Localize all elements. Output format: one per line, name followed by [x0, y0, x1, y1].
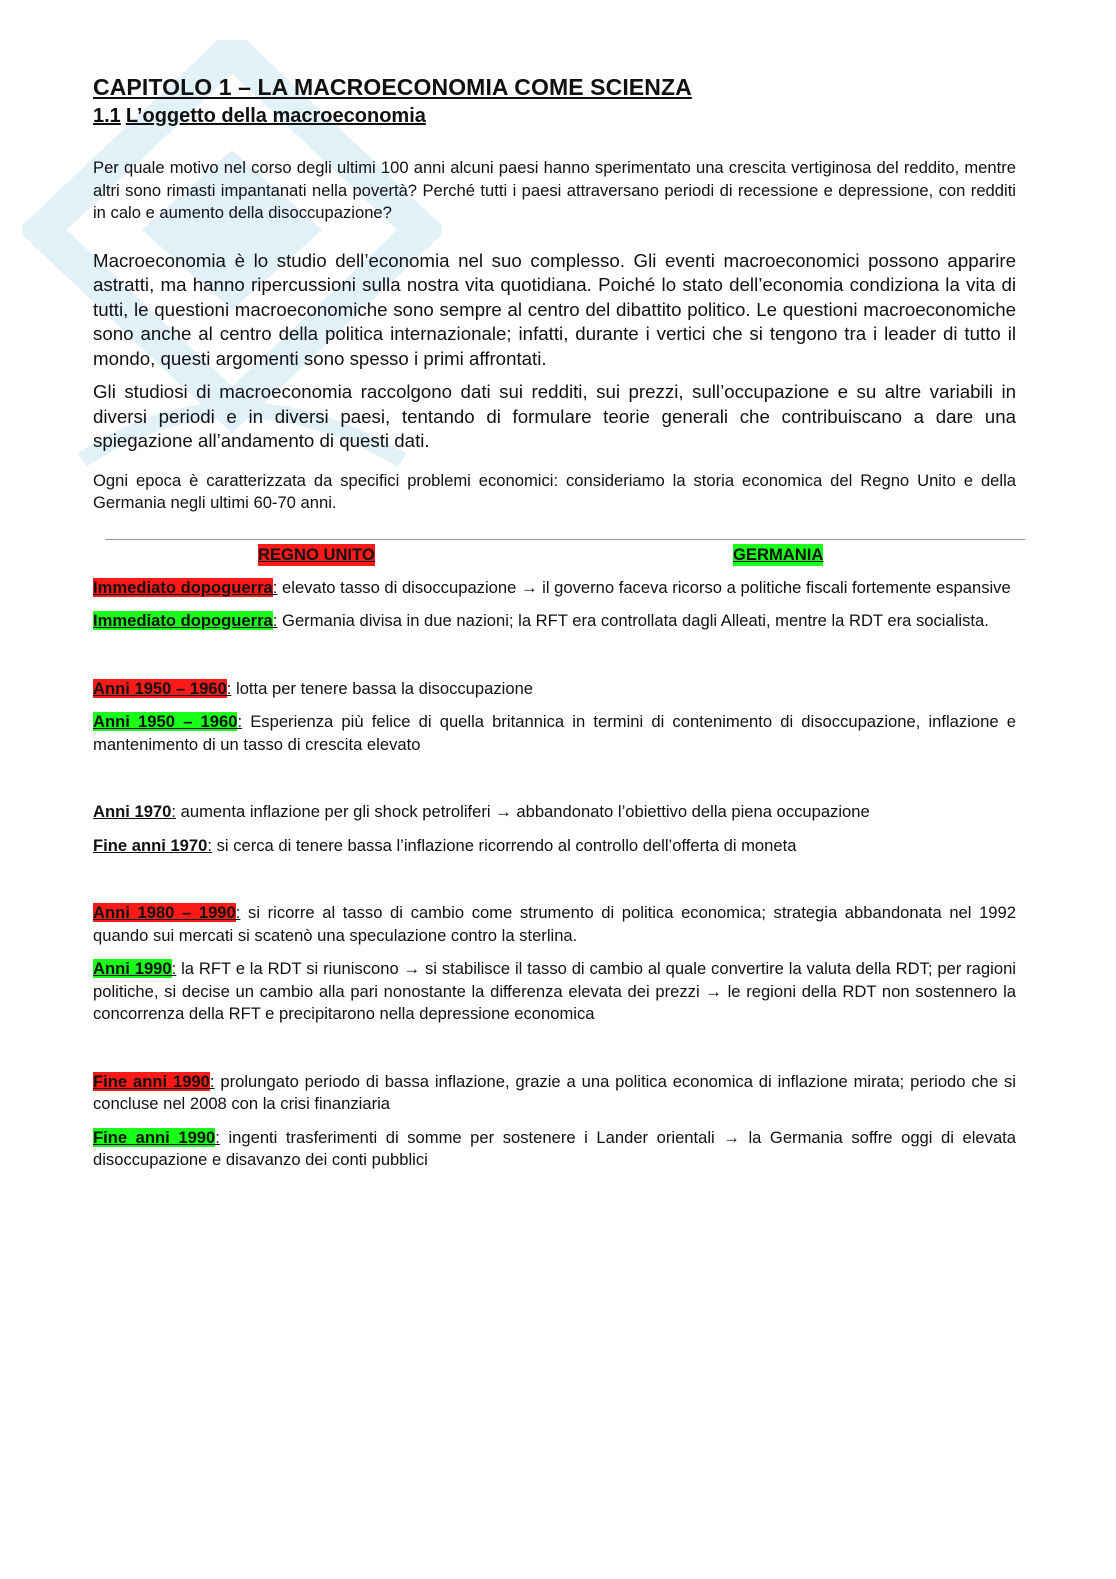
entry-text: elevato tasso di disoccupazione → il governo faceva ricorso a politiche fiscali fortemente espansive [277, 577, 1011, 597]
period-label: Fine anni 1970 [93, 835, 208, 855]
timeline-entry-germany: Fine anni 1990: ingenti trasferimenti di somme per sostenere i Lander orientali → la Germania soffre oggi di elevata disoccupazione e disavanzo dei conti pubblici [93, 1127, 1017, 1169]
period-label: Immediato dopoguerra [93, 611, 273, 630]
period-label: Anni 1970 [93, 802, 172, 821]
entry-text: Germania divisa in due nazioni; la RFT era controllata dagli Alleati, mentre la RDT era socialista. [277, 611, 989, 630]
period-label: Immediato dopoguerra [93, 577, 273, 597]
entry-text: si cerca di tenere bassa l’inflazione ricorrendo al controllo dell’offerta di moneta [211, 835, 797, 855]
timeline-entry-germany: Anni 1990: la RFT e la RDT si riuniscono → si stabilisce il tasso di cambio al quale convertire la valuta della RDT; per ragioni politiche, si decise un cambio alla pari nonostante la differenza elevata dei prezzi → le regioni della RDT non sostennero la concorrenza della RFT e precipitarono nella depressione economica [93, 959, 1016, 1023]
entry-text: Esperienza più felice di quella britannica in termini di contenimento di disoccupazione, inflazione e mantenimento di un tasso di crescita elevato [93, 712, 1016, 754]
section-heading [93, 102, 1016, 130]
timeline-entry-common: Fine anni 1970: si cerca di tenere bassa l’inflazione ricorrendo al controllo dell’offerta di moneta [93, 835, 797, 855]
era-paragraph: Ogni epoca è caratterizzata da specifici problemi economici: consideriamo la storia economica del Regno Unito e della Germania negli ultimi 60-70 anni. [93, 470, 1016, 512]
timeline-entry-germany: Anni 1950 – 1960: Esperienza più felice di quella britannica in termini di contenimento di disoccupazione, inflazione e mantenimento di un tasso di crescita elevato [93, 712, 1016, 754]
entry-text: si ricorre al tasso di cambio come strumento di politica economica; strategia abbandonata nel 1992 quando sui mercati si scatenò una speculazione contro la sterlina. [93, 903, 1016, 945]
section-number: 1.1 [93, 105, 121, 127]
intro-paragraph: Per quale motivo nel corso degli ultimi 100 anni alcuni paesi hanno sperimentato una crescita vertiginosa del reddito, mentre altri sono rimasti impantanati nella povertà? Perché tutti i paesi attraversano periodi di recessione e depressione, con redditi in calo e aumento della disoccupazione? [93, 158, 1016, 222]
period-label: Anni 1980 – 1990 [93, 903, 236, 922]
period-label: Anni 1950 – 1960 [93, 678, 227, 698]
timeline-entry-uk: Anni 1950 – 1960: lotta per tenere bassa la disoccupazione [93, 678, 534, 698]
period-label: Fine anni 1990 [93, 1127, 216, 1147]
timeline-entry-germany: Immediato dopoguerra: Germania divisa in due nazioni; la RFT era controllata dagli Alleati, mentre la RDT era socialista. [93, 611, 989, 630]
entry-text: ingenti trasferimenti di somme per sostenere i Lander orientali → la Germania soffre oggi di elevata disoccupazione e disavanzo dei conti pubblici [93, 1127, 1017, 1169]
timeline-entry-uk: Anni 1980 – 1990: si ricorre al tasso di cambio come strumento di politica economica; strategia abbandonata nel 1992 quando sui mercati si scatenò una speculazione contro la sterlina. [93, 903, 1016, 945]
entry-text: lotta per tenere bassa la disoccupazione [231, 678, 534, 698]
entry-text: la RFT e la RDT si riuniscono → si stabilisce il tasso di cambio al quale convertire la valuta della RDT; per ragioni politiche, si decise un cambio alla pari nonostante la differenza elevata dei prezzi → le regioni della RDT non sostennero la concorrenza della RFT e precipitarono nella depressione economica [93, 959, 1016, 1023]
chapter-title: CAPITOLO 1 – LA MACROECONOMIA COME SCIENZA [93, 74, 692, 100]
period-label: Fine anni 1990 [93, 1071, 210, 1091]
period-label: Anni 1990 [93, 959, 172, 978]
country-columns [93, 540, 1016, 570]
period-label: Anni 1950 – 1960 [93, 712, 238, 731]
section-title: L’oggetto della macroeconomia [125, 105, 426, 127]
column-label-germany: GERMANIA [733, 544, 824, 564]
timeline-entry-uk: Fine anni 1990: prolungato periodo di bassa inflazione, grazie a una politica economica di inflazione mirata; periodo che si concluse nel 2008 con la crisi finanziaria [93, 1071, 1016, 1113]
definition-paragraph: Macroeconomia è lo studio dell’economia nel suo complesso. Gli eventi macroeconomici possono apparire astratti, ma hanno ripercussioni sulla nostra vita quotidiana. Poiché lo stato dell’economia condiziona la vita di tutti, le questioni macroeconomiche sono sempre al centro del dibattito politico. Le questioni macroeconomiche sono anche al centro della politica internazionale; infatti, durante i vertici che si tengono tra i leader di tutto il mondo, questi argomenti sono spesso i primi affrontati. [93, 249, 1016, 369]
timeline-entry-uk: Immediato dopoguerra: elevato tasso di disoccupazione → il governo faceva ricorso a politiche fiscali fortemente espansive [93, 577, 1011, 597]
timeline-entry-common: Anni 1970: aumenta inflazione per gli shock petroliferi → abbandonato l’obiettivo della piena occupazione [93, 802, 870, 821]
column-label-uk: REGNO UNITO [258, 544, 375, 564]
entry-text: prolungato periodo di bassa inflazione, grazie a una politica economica di inflazione mirata; periodo che si concluse nel 2008 con la crisi finanziaria [93, 1071, 1016, 1113]
document-page [93, 72, 1016, 1172]
entry-text: aumenta inflazione per gli shock petroliferi → abbandonato l’obiettivo della piena occupazione [176, 802, 870, 821]
research-paragraph: Gli studiosi di macroeconomia raccolgono dati sui redditi, sui prezzi, sull’occupazione e su altre variabili in diversi periodi e in diversi paesi, tentando di formulare teorie generali che contribuiscano a dare una spiegazione all’andamento di questi dati. [93, 381, 1016, 451]
